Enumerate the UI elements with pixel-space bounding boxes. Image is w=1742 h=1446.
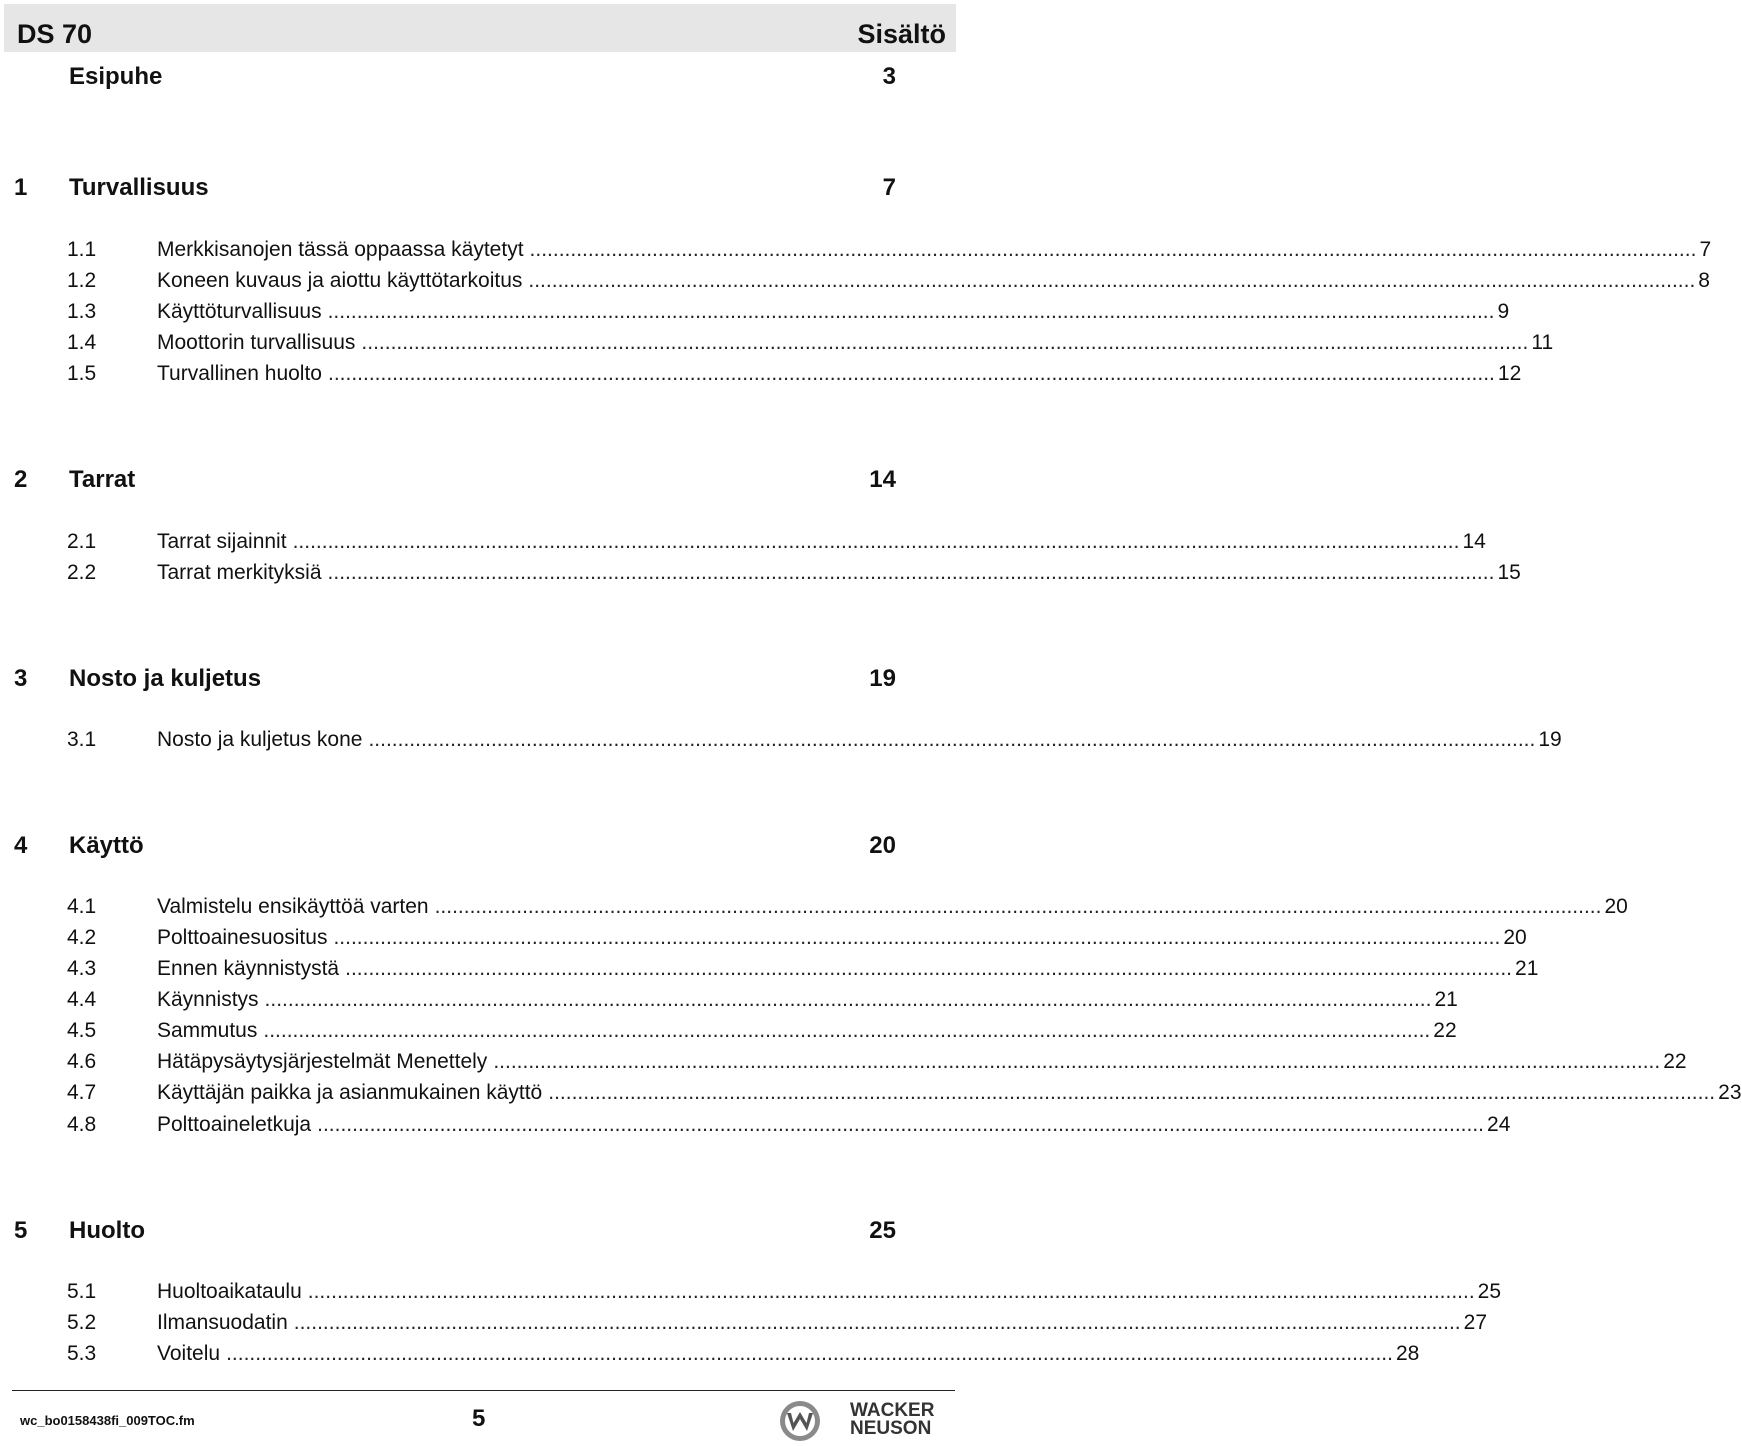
chapter-title: Esipuhe (69, 63, 163, 90)
entry-title: Polttoainesuositus (157, 926, 328, 949)
entry-page: 22 (1433, 1019, 1457, 1042)
toc-entry[interactable] (0, 1277, 1502, 1307)
dot-leader: ........................................................................................................................................................................................................ (434, 895, 1602, 918)
toc-entry[interactable] (0, 1078, 1742, 1108)
logo-line-2: NEUSON (850, 1418, 932, 1439)
entry-title: Tarrat merkityksiä (157, 561, 322, 584)
toc-chapter[interactable] (0, 662, 960, 696)
toc-chapter[interactable] (0, 171, 960, 205)
toc-entry[interactable] (0, 266, 1710, 296)
dot-leader: ........................................................................................................................................................................................................ (328, 362, 1495, 385)
entry-number: 5.3 (67, 1342, 97, 1365)
dot-leader: ........................................................................................................................................................................................................ (263, 1019, 1431, 1042)
entry-page: 15 (1497, 561, 1521, 584)
entry-page: 14 (1462, 530, 1486, 553)
dot-leader: ........................................................................................................................................................................................................ (327, 300, 1495, 323)
entry-number: 1.1 (67, 238, 97, 261)
toc-entry[interactable] (0, 985, 1458, 1015)
wacker-neuson-w-logo-icon (778, 1399, 822, 1443)
entry-title: Voitelu (157, 1342, 221, 1365)
chapter-title: Nosto ja kuljetus (69, 665, 262, 692)
entry-page: 23 (1718, 1081, 1742, 1104)
entry-title: Moottorin turvallisuus (157, 331, 356, 354)
entry-page: 9 (1497, 300, 1510, 323)
entry-number: 5.1 (67, 1280, 97, 1303)
entry-number: 3.1 (67, 728, 97, 751)
section-title: Sisältö (857, 19, 946, 49)
entry-number: 5.2 (67, 1311, 97, 1334)
footer-divider (12, 1390, 955, 1391)
toc-entry[interactable] (0, 527, 1486, 557)
entry-title: Tarrat sijainnit (157, 530, 287, 553)
chapter-number: 3 (14, 665, 28, 692)
document-title: DS 70 (17, 19, 93, 49)
entry-number: 4.1 (67, 895, 97, 918)
entry-number: 4.3 (67, 957, 97, 980)
entry-title: Huoltoaikataulu (157, 1280, 302, 1303)
dot-leader: ........................................................................................................................................................................................................ (292, 530, 1460, 553)
dot-leader: ........................................................................................................................................................................................................ (317, 1113, 1485, 1136)
entry-title: Käynnistys (157, 988, 259, 1011)
toc-entry[interactable] (0, 1016, 1457, 1046)
entry-page: 21 (1515, 957, 1539, 980)
chapter-number: 1 (14, 174, 28, 201)
toc-entry[interactable] (0, 725, 1562, 755)
entry-page: 25 (1477, 1280, 1502, 1303)
entry-title: Sammutus (157, 1019, 258, 1042)
toc-chapter[interactable] (0, 463, 960, 497)
dot-leader: ........................................................................................................................................................................................................ (264, 988, 1432, 1011)
entry-page: 19 (1538, 728, 1562, 751)
toc-entry[interactable] (0, 235, 1712, 265)
dot-leader: ........................................................................................................................................................................................................ (493, 1050, 1661, 1073)
entry-title: Ilmansuodatin (157, 1311, 288, 1334)
toc-chapter[interactable] (0, 829, 960, 863)
chapter-page: 19 (869, 665, 896, 692)
dot-leader: ........................................................................................................................................................................................................ (345, 957, 1513, 980)
entry-number: 1.5 (67, 362, 97, 385)
chapter-number: 2 (14, 466, 28, 493)
page-header (4, 4, 956, 52)
toc-entry[interactable] (0, 558, 1521, 588)
chapter-title: Turvallisuus (69, 174, 209, 201)
dot-leader: ........................................................................................................................................................................................................ (529, 238, 1697, 261)
entry-title: Koneen kuvaus ja aiottu käyttötarkoitus (157, 269, 523, 292)
chapter-page: 7 (882, 174, 896, 201)
dot-leader: ........................................................................................................................................................................................................ (333, 926, 1501, 949)
toc-preface[interactable] (0, 60, 960, 94)
brand-logo (850, 1402, 934, 1438)
entry-number: 1.2 (67, 269, 97, 292)
entry-page: 7 (1699, 238, 1712, 261)
dot-leader: ........................................................................................................................................................................................................ (548, 1081, 1716, 1104)
entry-page: 21 (1434, 988, 1458, 1011)
footer-page-number: 5 (472, 1405, 486, 1432)
logo-line-1: WACKER (850, 1400, 935, 1421)
entry-page: 12 (1497, 362, 1522, 385)
toc-entry[interactable] (0, 1047, 1687, 1077)
entry-title: Ennen käynnistystä (157, 957, 340, 980)
dot-leader: ........................................................................................................................................................................................................ (368, 728, 1536, 751)
entry-number: 2.1 (67, 530, 97, 553)
toc-entry[interactable] (0, 892, 1628, 922)
toc-entry[interactable] (0, 328, 1554, 358)
footer-filename: wc_bo0158438fi_009TOC.fm (20, 1413, 195, 1428)
entry-number: 4.8 (67, 1113, 97, 1136)
chapter-page: 20 (869, 832, 896, 859)
entry-page: 27 (1463, 1311, 1488, 1334)
entry-number: 4.5 (67, 1019, 97, 1042)
chapter-title: Huolto (69, 1217, 145, 1244)
entry-number: 4.7 (67, 1081, 97, 1104)
entry-title: Hätäpysäytysjärjestelmät Menettely (157, 1050, 488, 1073)
entry-number: 1.3 (67, 300, 97, 323)
entry-page: 8 (1698, 269, 1710, 292)
entry-title: Merkkisanojen tässä oppaassa käytetyt (157, 238, 524, 261)
dot-leader: ........................................................................................................................................................................................................ (307, 1280, 1475, 1303)
entry-page: 28 (1395, 1342, 1420, 1365)
toc-entry[interactable] (0, 1308, 1488, 1338)
entry-number: 4.2 (67, 926, 97, 949)
entry-title: Turvallinen huolto (157, 362, 322, 385)
dot-leader: ........................................................................................................................................................................................................ (361, 331, 1529, 354)
toc-entry[interactable] (0, 1339, 1420, 1369)
entry-title: Polttoaineletkuja (157, 1113, 312, 1136)
chapter-number: 5 (14, 1217, 28, 1244)
entry-page: 20 (1503, 926, 1527, 949)
entry-title: Käyttöturvallisuus (157, 300, 322, 323)
entry-title: Valmistelu ensikäyttöä varten (157, 895, 429, 918)
toc-entry[interactable] (0, 923, 1527, 953)
entry-number: 1.4 (67, 331, 97, 354)
entry-number: 2.2 (67, 561, 97, 584)
entry-page: 20 (1604, 895, 1628, 918)
entry-title: Käyttäjän paikka ja asianmukainen käyttö (157, 1081, 543, 1104)
entry-page: 11 (1531, 331, 1554, 354)
toc-entry[interactable] (0, 1110, 1511, 1140)
chapter-number: 4 (14, 832, 28, 859)
toc-entry[interactable] (0, 359, 1522, 389)
dot-leader: ........................................................................................................................................................................................................ (528, 269, 1696, 292)
entry-number: 4.6 (67, 1050, 97, 1073)
entry-number: 4.4 (67, 988, 97, 1011)
toc-entry[interactable] (0, 297, 1510, 327)
entry-page: 22 (1663, 1050, 1687, 1073)
toc-entry[interactable] (0, 954, 1539, 984)
chapter-page: 25 (869, 1217, 896, 1244)
chapter-title: Tarrat (69, 466, 136, 493)
entry-title: Nosto ja kuljetus kone (157, 728, 363, 751)
dot-leader: ........................................................................................................................................................................................................ (226, 1342, 1393, 1365)
entry-page: 24 (1487, 1113, 1511, 1136)
toc-chapter[interactable] (0, 1214, 960, 1248)
dot-leader: ........................................................................................................................................................................................................ (293, 1311, 1461, 1334)
chapter-page: 3 (882, 63, 896, 90)
chapter-title: Käyttö (69, 832, 144, 859)
chapter-page: 14 (869, 466, 896, 493)
dot-leader: ........................................................................................................................................................................................................ (327, 561, 1495, 584)
